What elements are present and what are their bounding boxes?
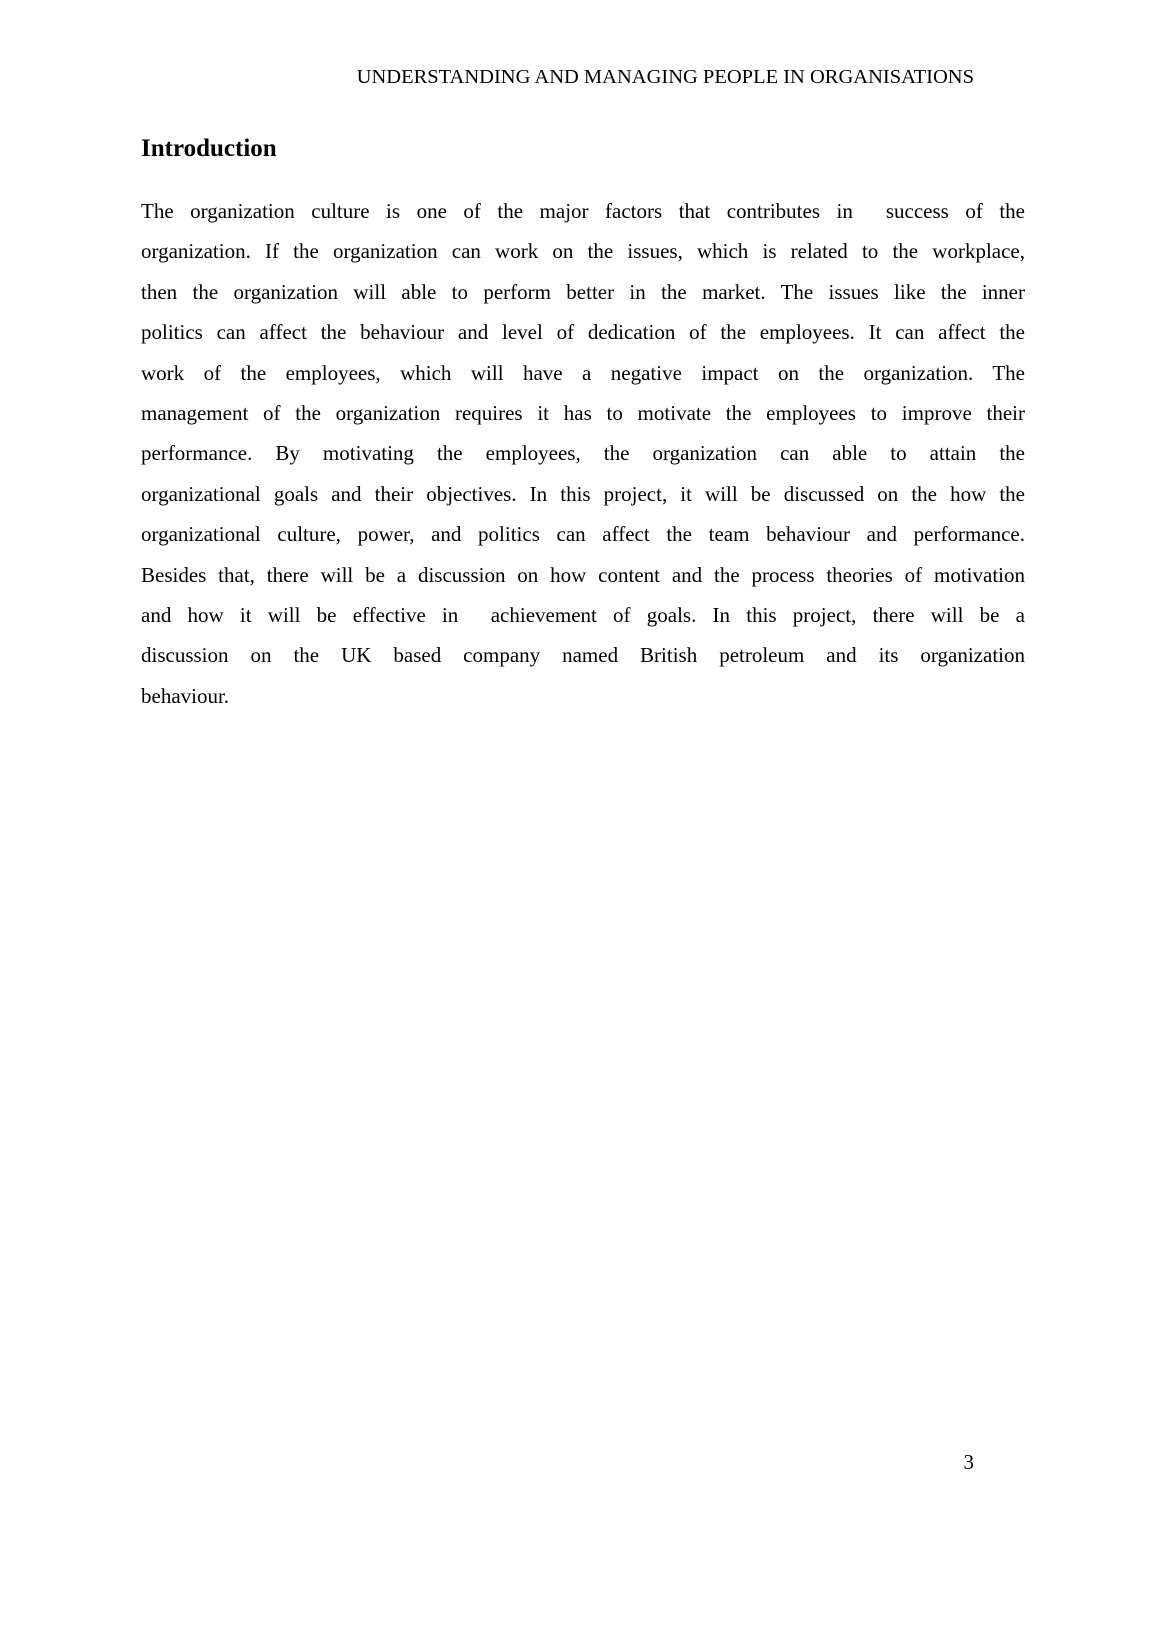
paragraph-line: and how it will be effective in achievement of goals. In this project, there will be a — [141, 602, 1025, 627]
paragraph-line: politics can affect the behaviour and level of dedication of the employees. It can affect the — [141, 320, 1025, 345]
paragraph-line: discussion on the UK based company named British petroleum and its organization — [141, 643, 1025, 668]
paragraph-line: organizational goals and their objectives. In this project, it will be discussed on the how the — [141, 481, 1025, 506]
paragraph-line: management of the organization requires it has to motivate the employees to improve their — [141, 400, 1025, 425]
paragraph-line: The organization culture is one of the major factors that contributes in success of the — [141, 199, 1025, 223]
paragraph-line: performance. By motivating the employees, the organization can able to attain the — [141, 441, 1025, 466]
section-heading: Introduction — [141, 135, 277, 162]
body-paragraph — [141, 198, 1025, 723]
paragraph-line: organization. If the organization can work on the issues, which is related to the workplace, — [141, 239, 1025, 264]
paragraph-line: behaviour. — [141, 683, 230, 708]
paragraph-line: work of the employees, which will have a negative impact on the organization. The — [141, 360, 1025, 385]
paragraph-line: organizational culture, power, and politics can affect the team behaviour and performance. — [141, 522, 1025, 547]
paragraph-line: Besides that, there will be a discussion on how content and the process theories of motivation — [141, 562, 1025, 587]
running-header: UNDERSTANDING AND MANAGING PEOPLE IN ORGANISATIONS — [356, 66, 974, 88]
paragraph-line: then the organization will able to perform better in the market. The issues like the inner — [141, 279, 1025, 304]
page-number: 3 — [963, 1450, 974, 1474]
